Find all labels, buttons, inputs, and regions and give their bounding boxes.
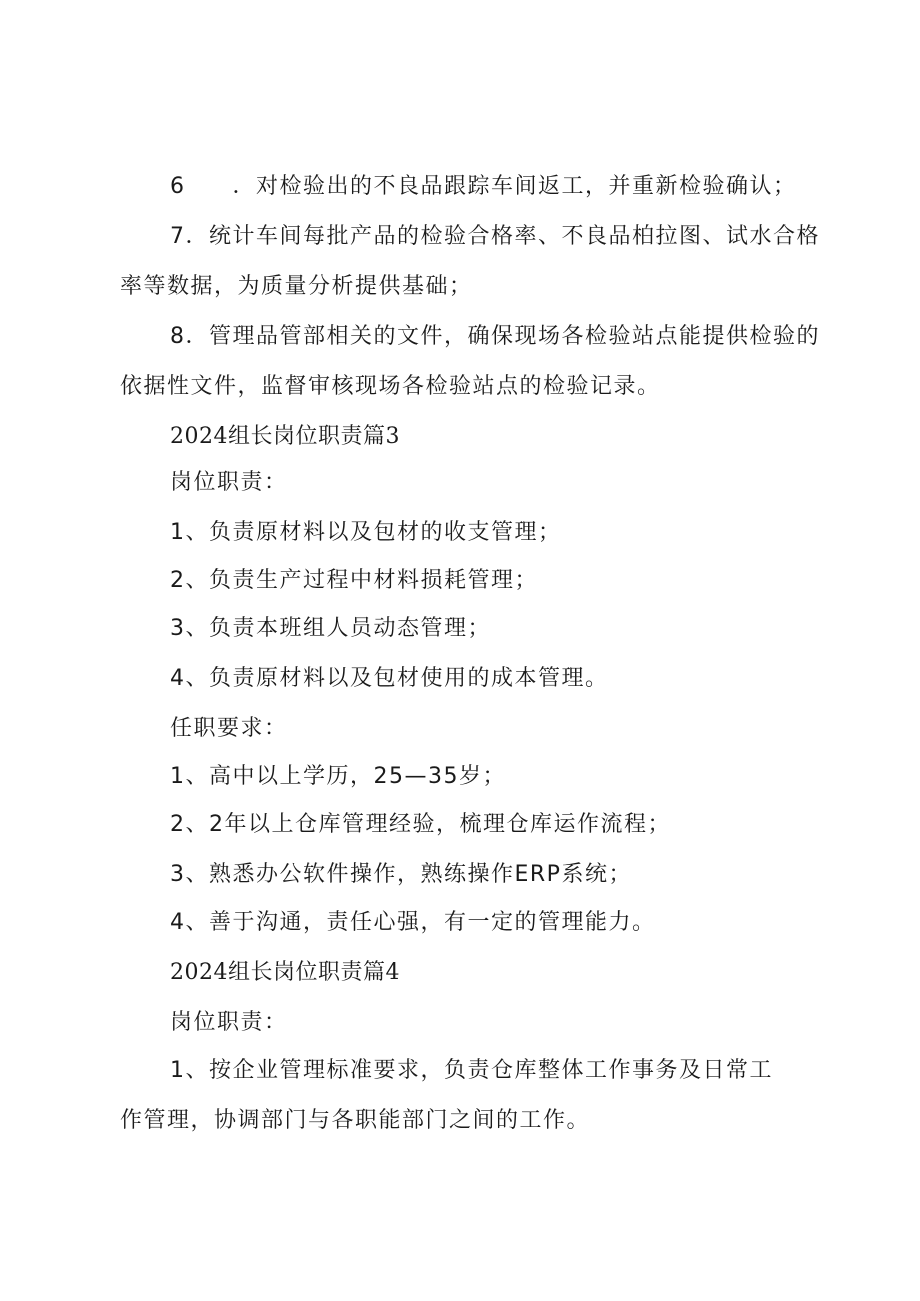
list-item: 1、高中以上学历，25—35岁； [170,764,506,789]
subheading: 任职要求： [170,716,288,741]
section-heading: 2024组长岗位职责篇4 [170,960,400,985]
list-item: 3、熟悉办公软件操作，熟练操作ERP系统； [170,862,632,887]
list-item: 2、2年以上仓库管理经验，梳理仓库运作流程； [170,812,671,837]
list-item: 3、负责本班组人员动态管理； [170,616,491,641]
subheading: 岗位职责： [170,470,288,495]
text-line: 6 ．对检验出的不良品跟踪车间返工，并重新检验确认； [170,174,797,199]
text-line: 作管理，协调部门与各职能部门之间的工作。 [120,1108,591,1133]
text-line: 8．管理品管部相关的文件，确保现场各检验站点能提供检验的 [170,324,820,349]
list-item: 4、负责原材料以及包材使用的成本管理。 [170,666,609,691]
list-item: 2、负责生产过程中材料损耗管理； [170,568,538,593]
text-line: 7．统计车间每批产品的检验合格率、不良品柏拉图、试水合格 [170,224,820,249]
section-heading: 2024组长岗位职责篇3 [170,424,400,449]
list-item: 4、善于沟通，责任心强，有一定的管理能力。 [170,910,656,935]
list-item: 1、按企业管理标准要求，负责仓库整体工作事务及日常工 [170,1058,773,1083]
list-item: 1、负责原材料以及包材的收支管理； [170,520,562,545]
subheading: 岗位职责： [170,1010,288,1035]
text-line: 率等数据，为质量分析提供基础； [120,274,473,299]
text-line: 依据性文件，监督审核现场各检验站点的检验记录。 [120,374,661,399]
